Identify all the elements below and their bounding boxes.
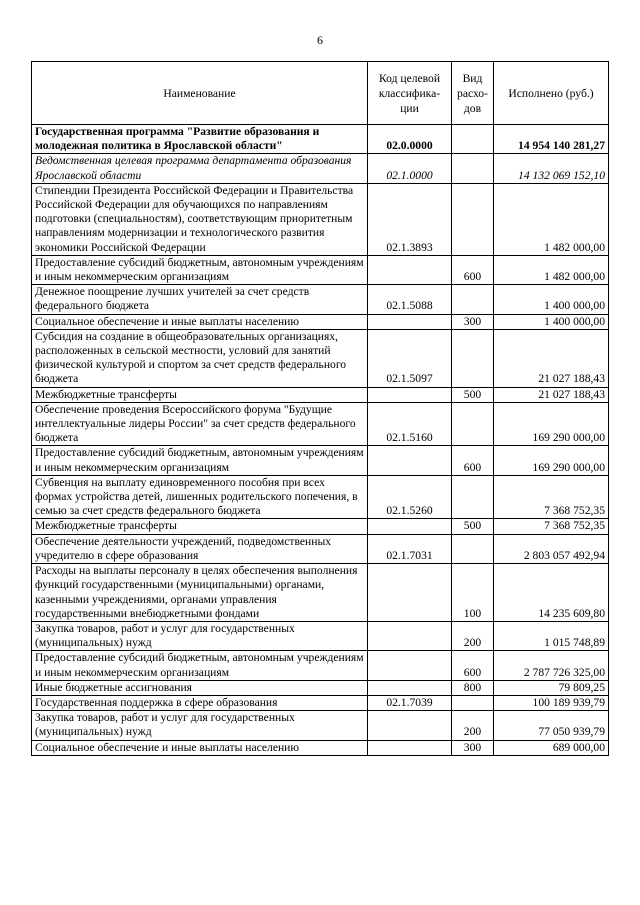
row-type-cell (452, 695, 494, 710)
row-sum-cell: 2 787 726 325,00 (494, 651, 609, 680)
row-code-cell (368, 740, 452, 755)
row-name-cell: Обеспечение проведения Всероссийского форума "Будущие интеллектуальные лидеры России" за счет средств федерального бюджета (32, 402, 368, 446)
row-code-cell: 02.1.7031 (368, 534, 452, 563)
row-sum-cell: 1 482 000,00 (494, 255, 609, 284)
table-row (32, 519, 609, 534)
row-type-cell (452, 329, 494, 387)
row-sum-cell: 100 189 939,79 (494, 695, 609, 710)
row-code-cell (368, 680, 452, 695)
row-type-cell: 100 (452, 564, 494, 622)
row-name-cell: Социальное обеспечение и иные выплаты населению (32, 314, 368, 329)
row-type-cell (452, 285, 494, 314)
row-type-cell (452, 534, 494, 563)
row-name-cell: Закупка товаров, работ и услуг для государственных (муниципальных) нужд (32, 711, 368, 740)
row-type-cell: 600 (452, 446, 494, 475)
table-row (32, 651, 609, 680)
table-body (32, 125, 609, 756)
row-name-cell: Ведомственная целевая программа департамента образования Ярославской области (32, 154, 368, 183)
table-row (32, 711, 609, 740)
row-code-cell (368, 564, 452, 622)
table-row (32, 564, 609, 622)
table-row (32, 534, 609, 563)
row-sum-cell: 1 482 000,00 (494, 183, 609, 255)
row-sum-cell: 79 809,25 (494, 680, 609, 695)
row-code-cell: 02.1.5160 (368, 402, 452, 446)
row-name-cell: Денежное поощрение лучших учителей за счет средств федерального бюджета (32, 285, 368, 314)
table-row (32, 154, 609, 183)
row-code-cell (368, 446, 452, 475)
row-code-cell (368, 621, 452, 650)
table-row (32, 740, 609, 755)
row-sum-cell: 21 027 188,43 (494, 329, 609, 387)
row-type-cell: 800 (452, 680, 494, 695)
budget-execution-table (31, 61, 609, 756)
row-sum-cell: 1 400 000,00 (494, 285, 609, 314)
row-sum-cell: 21 027 188,43 (494, 387, 609, 402)
row-code-cell: 02.0.0000 (368, 125, 452, 154)
row-sum-cell: 7 368 752,35 (494, 519, 609, 534)
row-type-cell: 300 (452, 314, 494, 329)
row-code-cell: 02.1.3893 (368, 183, 452, 255)
table-row (32, 695, 609, 710)
row-sum-cell: 2 803 057 492,94 (494, 534, 609, 563)
table-row (32, 183, 609, 255)
header-name: Наименование (32, 62, 368, 125)
table-row (32, 314, 609, 329)
row-type-cell: 300 (452, 740, 494, 755)
row-code-cell (368, 519, 452, 534)
row-sum-cell: 1 015 748,89 (494, 621, 609, 650)
table-row (32, 285, 609, 314)
row-type-cell (452, 125, 494, 154)
row-name-cell: Субвенция на выплату единовременного пособия при всех формах устройства детей, лишенных родительского попечения, в семью за счет средств федерального бюджета (32, 475, 368, 519)
row-code-cell: 02.1.5088 (368, 285, 452, 314)
row-name-cell: Предоставление субсидий бюджетным, автономным учреждениям и иным некоммерческим организациям (32, 651, 368, 680)
row-name-cell: Обеспечение деятельности учреждений, подведомственных учредителю в сфере образования (32, 534, 368, 563)
row-sum-cell: 7 368 752,35 (494, 475, 609, 519)
row-name-cell: Социальное обеспечение и иные выплаты населению (32, 740, 368, 755)
row-sum-cell: 169 290 000,00 (494, 402, 609, 446)
row-type-cell: 200 (452, 621, 494, 650)
row-type-cell (452, 475, 494, 519)
row-code-cell: 02.1.7039 (368, 695, 452, 710)
row-sum-cell: 1 400 000,00 (494, 314, 609, 329)
row-name-cell: Межбюджетные трансферты (32, 387, 368, 402)
table-row (32, 387, 609, 402)
row-type-cell: 600 (452, 651, 494, 680)
row-name-cell: Межбюджетные трансферты (32, 519, 368, 534)
table-row (32, 402, 609, 446)
table-row (32, 446, 609, 475)
row-type-cell (452, 402, 494, 446)
row-code-cell: 02.1.5260 (368, 475, 452, 519)
row-name-cell: Предоставление субсидий бюджетным, автономным учреждениям и иным некоммерческим организациям (32, 446, 368, 475)
row-type-cell: 500 (452, 519, 494, 534)
table-row (32, 475, 609, 519)
row-name-cell: Закупка товаров, работ и услуг для государственных (муниципальных) нужд (32, 621, 368, 650)
row-type-cell: 600 (452, 255, 494, 284)
row-sum-cell: 169 290 000,00 (494, 446, 609, 475)
header-code: Код целевой классифика-ции (368, 62, 452, 125)
row-code-cell (368, 651, 452, 680)
row-name-cell: Иные бюджетные ассигнования (32, 680, 368, 695)
row-sum-cell: 14 235 609,80 (494, 564, 609, 622)
row-sum-cell: 14 954 140 281,27 (494, 125, 609, 154)
row-name-cell: Предоставление субсидий бюджетным, автономным учреждениям и иным некоммерческим организациям (32, 255, 368, 284)
row-type-cell: 200 (452, 711, 494, 740)
table-row (32, 255, 609, 284)
header-type: Вид расхо-дов (452, 62, 494, 125)
row-name-cell: Расходы на выплаты персоналу в целях обеспечения выполнения функций государственными (муниципальными) органами, казенными учреждениями, органами управления государственными внебюджетными фондами (32, 564, 368, 622)
row-name-cell: Государственная поддержка в сфере образования (32, 695, 368, 710)
row-code-cell: 02.1.5097 (368, 329, 452, 387)
row-name-cell: Государственная программа "Развитие образования и молодежная политика в Ярославской области" (32, 125, 368, 154)
row-code-cell (368, 387, 452, 402)
row-sum-cell: 14 132 069 152,10 (494, 154, 609, 183)
row-code-cell (368, 255, 452, 284)
row-code-cell: 02.1.0000 (368, 154, 452, 183)
header-sum: Исполнено (руб.) (494, 62, 609, 125)
row-type-cell (452, 154, 494, 183)
row-type-cell (452, 183, 494, 255)
row-name-cell: Стипендии Президента Российской Федерации и Правительства Российской Федерации для обучающихся по направлениям подготовки (специальностям), соответствующим приоритетным направлениям модернизации и технологического развития экономики Российской Федерации (32, 183, 368, 255)
row-sum-cell: 689 000,00 (494, 740, 609, 755)
table-row (32, 329, 609, 387)
row-code-cell (368, 314, 452, 329)
table-row (32, 621, 609, 650)
table-row (32, 680, 609, 695)
table-header-row (32, 62, 609, 125)
row-type-cell: 500 (452, 387, 494, 402)
row-name-cell: Субсидия на создание в общеобразовательных организациях, расположенных в сельской местности, условий для занятий физической культурой и спортом за счет средств федерального бюджета (32, 329, 368, 387)
table-row (32, 125, 609, 154)
row-sum-cell: 77 050 939,79 (494, 711, 609, 740)
row-code-cell (368, 711, 452, 740)
page-number: 6 (317, 33, 323, 47)
